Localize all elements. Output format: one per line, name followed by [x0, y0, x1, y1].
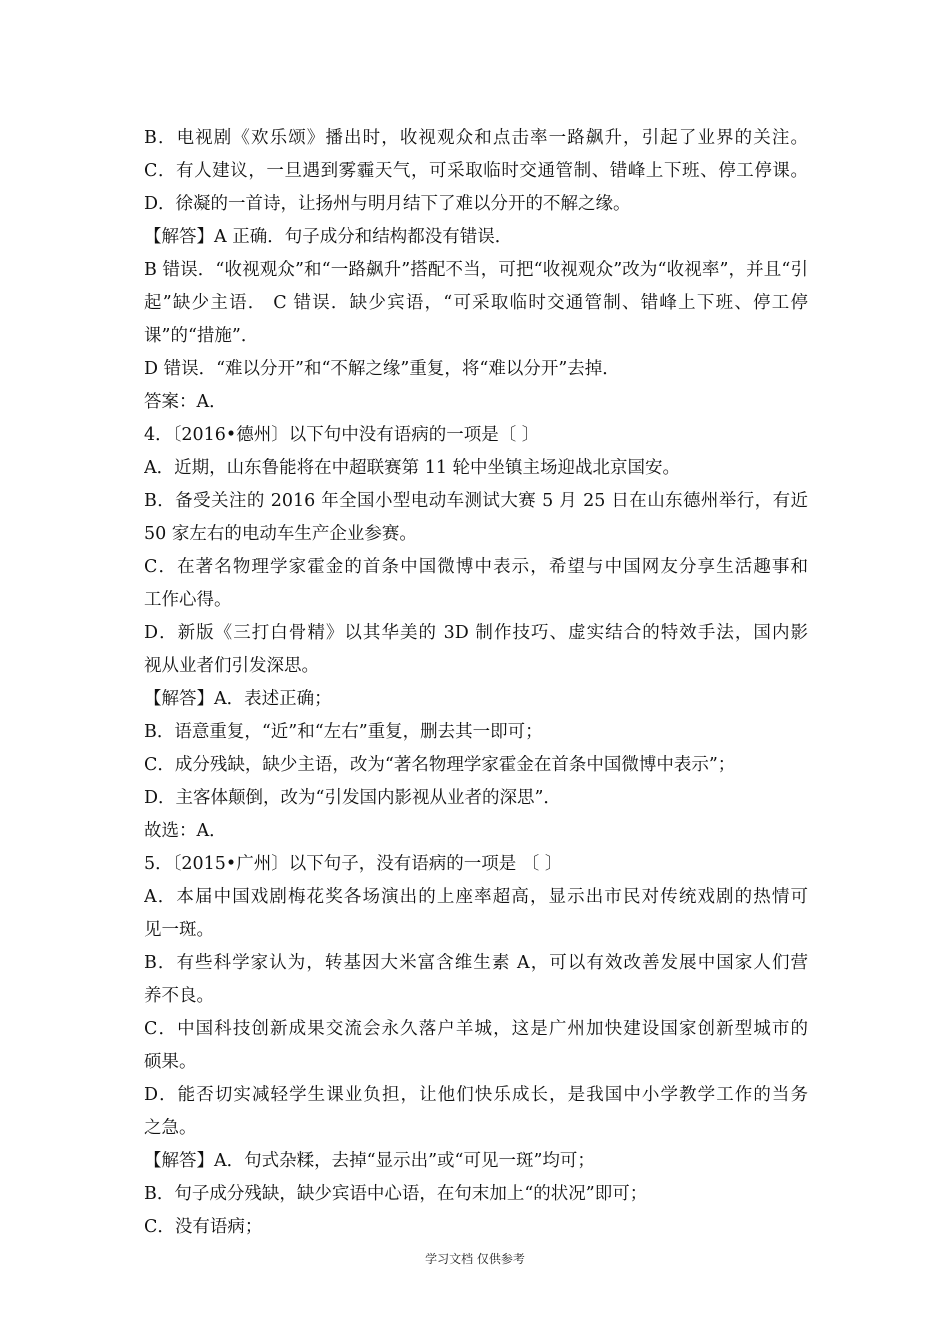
text-line: B．电视剧《欢乐颂》播出时，收视观众和点击率一路飙升，引起了业界的关注。	[144, 128, 808, 148]
text-line: C．有人建议，一旦遇到雾霾天气，可采取临时交通管制、错峰上下班、停工停课。	[144, 161, 808, 181]
text-line: A．本届中国戏剧梅花奖各场演出的上座率超高，显示出市民对传统戏剧的热情可	[144, 887, 808, 907]
text-line: D．主客体颠倒，改为“引发国内影视从业者的深思”．	[144, 788, 561, 808]
text-line: 视从业者们引发深思。	[144, 656, 319, 676]
text-line: B．有些科学家认为，转基因大米富含维生素 A，可以有效改善发展中国家人们营	[144, 953, 808, 973]
text-line: 【解答】A．句式杂糅，去掉“显示出”或“可见一斑”均可；	[144, 1151, 595, 1171]
text-line: 之急。	[144, 1118, 197, 1138]
text-line: B．备受关注的 2016 年全国小型电动车测试大赛 5 月 25 日在山东德州举行，有近	[144, 491, 808, 511]
text-line: D．徐凝的一首诗，让扬州与明月结下了难以分开的不解之缘。	[144, 194, 631, 214]
text-line: 工作心得。	[144, 590, 232, 610]
page-footer: 学习文档 仅供参考	[425, 1252, 525, 1266]
document-body	[144, 122, 808, 1244]
text-line: D．能否切实减轻学生课业负担，让他们快乐成长，是我国中小学教学工作的当务	[144, 1085, 808, 1105]
text-line: 50 家左右的电动车生产企业参赛。	[144, 524, 417, 544]
text-line: C．中国科技创新成果交流会永久落户羊城，这是广州加快建设国家创新型城市的	[144, 1019, 808, 1039]
text-line: D．新版《三打白骨精》以其华美的 3D 制作技巧、虚实结合的特效手法，国内影	[144, 623, 808, 643]
text-line: 5．〔2015•广州〕以下句子，没有语病的一项是 〔 〕	[144, 854, 563, 874]
text-line: C．在著名物理学家霍金的首条中国微博中表示，希望与中国网友分享生活趣事和	[144, 557, 808, 577]
text-line: D 错误．“难以分开”和“不解之缘”重复，将“难以分开”去掉．	[144, 359, 620, 379]
text-line: A．近期，山东鲁能将在中超联赛第 11 轮中坐镇主场迎战北京国安。	[144, 458, 681, 478]
text-line: B．语意重复，“近”和“左右”重复，删去其一即可；	[144, 722, 543, 742]
text-line: 见一斑。	[144, 920, 214, 940]
text-line: 课”的“措施”．	[144, 326, 259, 346]
text-line: B．句子成分残缺，缺少宾语中心语，在句末加上“的状况”即可；	[144, 1184, 648, 1204]
text-line: 养不良。	[144, 986, 214, 1006]
text-line: C．成分残缺，缺少主语，改为“著名物理学家霍金在首条中国微博中表示”；	[144, 755, 736, 775]
text-line: 硕果。	[144, 1052, 197, 1072]
text-line: 【解答】A．表述正确；	[144, 689, 332, 709]
text-line: 4．〔2016•德州〕以下句中没有语病的一项是〔 〕	[144, 425, 540, 445]
text-line: 【解答】A 正确．句子成分和结构都没有错误．	[144, 227, 513, 247]
text-line: 故选：A．	[144, 821, 227, 841]
text-line: 起”缺少主语． C 错误．缺少宾语，“可采取临时交通管制、错峰上下班、停工停	[144, 293, 808, 313]
text-line: C．没有语病；	[144, 1217, 263, 1237]
text-line: B 错误．“收视观众”和“一路飙升”搭配不当，可把“收视观众”改为“收视率”，并且“引	[144, 260, 808, 280]
text-line: 答案：A．	[144, 392, 227, 412]
